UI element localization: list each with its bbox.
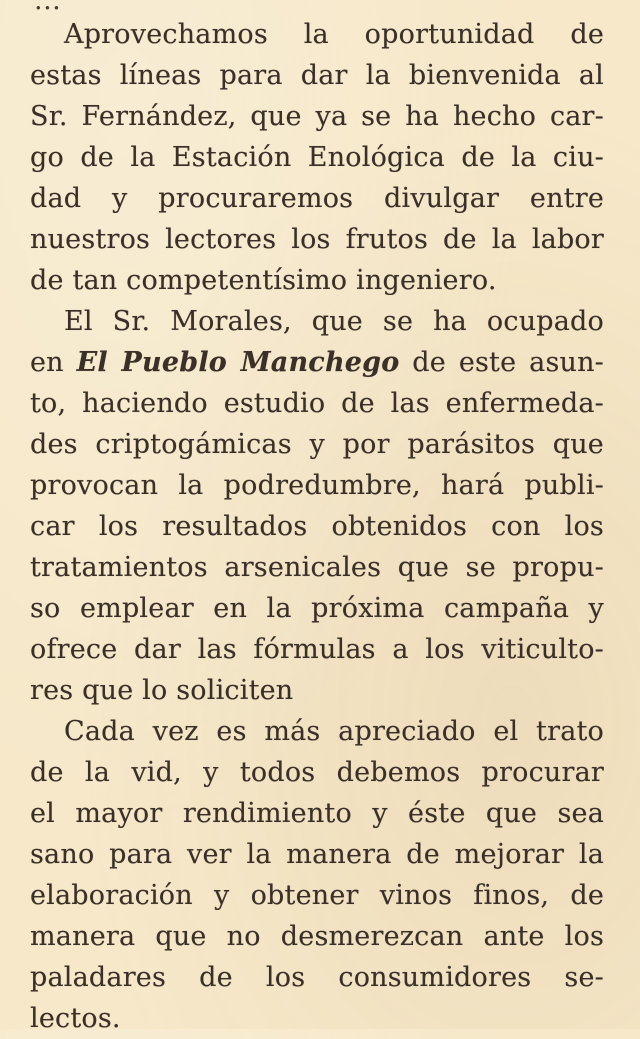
paragraph-2-line-5	[30, 465, 604, 506]
paragraph-2-line-1	[30, 301, 604, 342]
cropped-previous-line: ...	[34, 0, 62, 16]
paragraph-2	[30, 301, 604, 711]
paragraph-2-line-4	[30, 424, 604, 465]
paragraph-1-line-7: de tan competentísimo ingeniero.	[30, 265, 497, 296]
paragraph-2-line-2	[30, 342, 604, 383]
paragraph-1	[30, 14, 604, 301]
paragraph-3-line-6: manera que no desmerezcan ante los	[30, 921, 604, 952]
paragraph-2-line-8	[30, 588, 604, 629]
line-text: car los resultados obtenidos con los	[30, 511, 604, 542]
paragraph-1-line-4: go de la Estación Enológica de la ciu-	[30, 142, 604, 173]
line-text: so emplear en la próxima campaña y	[30, 593, 604, 624]
paragraph-3-line-4: sano para ver la manera de mejorar la	[30, 839, 604, 870]
paragraph-3	[30, 711, 604, 1039]
paragraph-2-line-6	[30, 506, 604, 547]
paragraph-1-line-3: Sr. Fernández, que ya se ha hecho car-	[30, 101, 604, 132]
paragraph-3-line-3: el mayor rendimiento y éste que sea	[30, 798, 604, 829]
paragraph-2-line-10	[30, 670, 604, 711]
line-text: to, haciendo estudio de las enfermeda-	[30, 388, 604, 419]
line-text: des criptogámicas y por parásitos que	[30, 429, 604, 460]
line-text-before: en	[30, 347, 77, 378]
line-text: res que lo soliciten	[30, 675, 294, 706]
line-text: El Sr. Morales, que se ha ocupado	[64, 306, 604, 337]
paragraph-2-line-7	[30, 547, 604, 588]
paragraph-1-line-5: dad y procuraremos divulgar entre	[30, 183, 604, 214]
article-body	[30, 14, 604, 1039]
paragraph-3-line-8: lectos.	[30, 1003, 121, 1034]
newspaper-title: El Pueblo Manchego	[76, 347, 400, 378]
paragraph-1-line-2: estas líneas para dar la bienvenida al	[30, 60, 604, 91]
paragraph-2-line-3	[30, 383, 604, 424]
line-text: ofrece dar las fórmulas a los viticulto-	[30, 634, 604, 665]
line-text-after: de este asun-	[399, 347, 604, 378]
paragraph-3-line-7: paladares de los consumidores se-	[30, 962, 604, 993]
paragraph-2-line-9	[30, 629, 604, 670]
paragraph-3-line-1: Cada vez es más apreciado el trato	[64, 716, 604, 747]
line-text: tratamientos arsenicales que se propu-	[30, 552, 604, 583]
paragraph-3-line-2: de la vid, y todos debemos procurar	[30, 757, 604, 788]
line-text: provocan la podredumbre, hará publi-	[30, 470, 604, 501]
paragraph-1-line-1: Aprovechamos la oportunidad de	[64, 19, 604, 50]
paragraph-3-line-5: elaboración y obtener vinos finos, de	[30, 880, 604, 911]
paragraph-1-line-6: nuestros lectores los frutos de la labor	[30, 224, 604, 255]
